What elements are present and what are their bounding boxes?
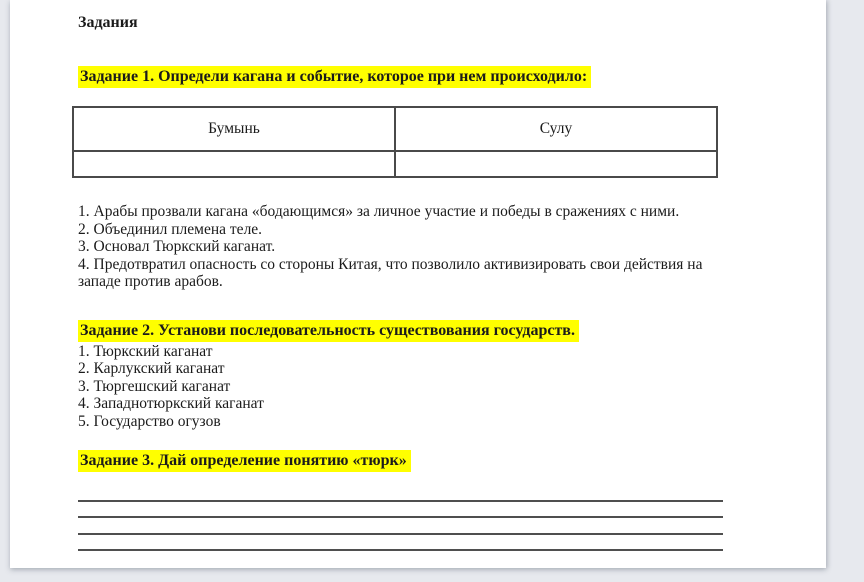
task3-heading xyxy=(78,452,730,470)
answer-line-4[interactable] xyxy=(78,535,723,552)
answer-line-1[interactable] xyxy=(78,485,723,502)
task3-heading-highlight: Задание 3. Дай определение понятию «тюрк» xyxy=(78,450,411,472)
table-header-bumyn: Бумынь xyxy=(73,107,395,151)
task2-option-2: 2. Карлукский каганат xyxy=(78,360,225,377)
task1-options xyxy=(78,203,730,291)
table-header-sulu: Сулу xyxy=(395,107,717,151)
table-answer-row xyxy=(73,151,717,177)
answer-line-3[interactable] xyxy=(78,518,723,535)
task1-option-1: 1. Арабы прозвали кагана «бодающимся» за личное участие и победы в сражениях с ними. xyxy=(78,203,680,220)
document-content xyxy=(10,0,826,551)
task1-heading-highlight: Задание 1. Определи кагана и событие, которое при нем происходило: xyxy=(78,66,591,88)
task2-options xyxy=(78,343,730,431)
answer-line-2[interactable] xyxy=(78,502,723,519)
table-cell-bumyn-answer[interactable] xyxy=(73,151,395,177)
task1-option-3: 3. Основал Тюркский каганат. xyxy=(78,238,276,255)
table-header-row xyxy=(73,107,717,151)
task2-heading-highlight: Задание 2. Установи последовательность существования государств. xyxy=(78,320,579,342)
doc-title: Задания xyxy=(78,14,138,31)
task2-heading xyxy=(78,322,730,340)
task1-table xyxy=(72,106,718,178)
table-cell-sulu-answer[interactable] xyxy=(395,151,717,177)
document-page xyxy=(10,0,826,568)
task2-option-1: 1. Тюркский каганат xyxy=(78,342,213,360)
task3-answer-lines xyxy=(78,485,730,551)
task1-option-2: 2. Объединил племена теле. xyxy=(78,220,263,238)
task2-option-4: 4. Западнотюркский каганат xyxy=(78,395,264,412)
task2-option-3: 3. Тюргешский каганат xyxy=(78,377,231,395)
task2-option-5: 5. Государство огузов xyxy=(78,412,221,430)
task1-option-4: 4. Предотвратил опасность со стороны Китая, что позволило активизировать свои действия на западе против арабов. xyxy=(78,255,703,290)
task1-heading xyxy=(78,68,730,86)
